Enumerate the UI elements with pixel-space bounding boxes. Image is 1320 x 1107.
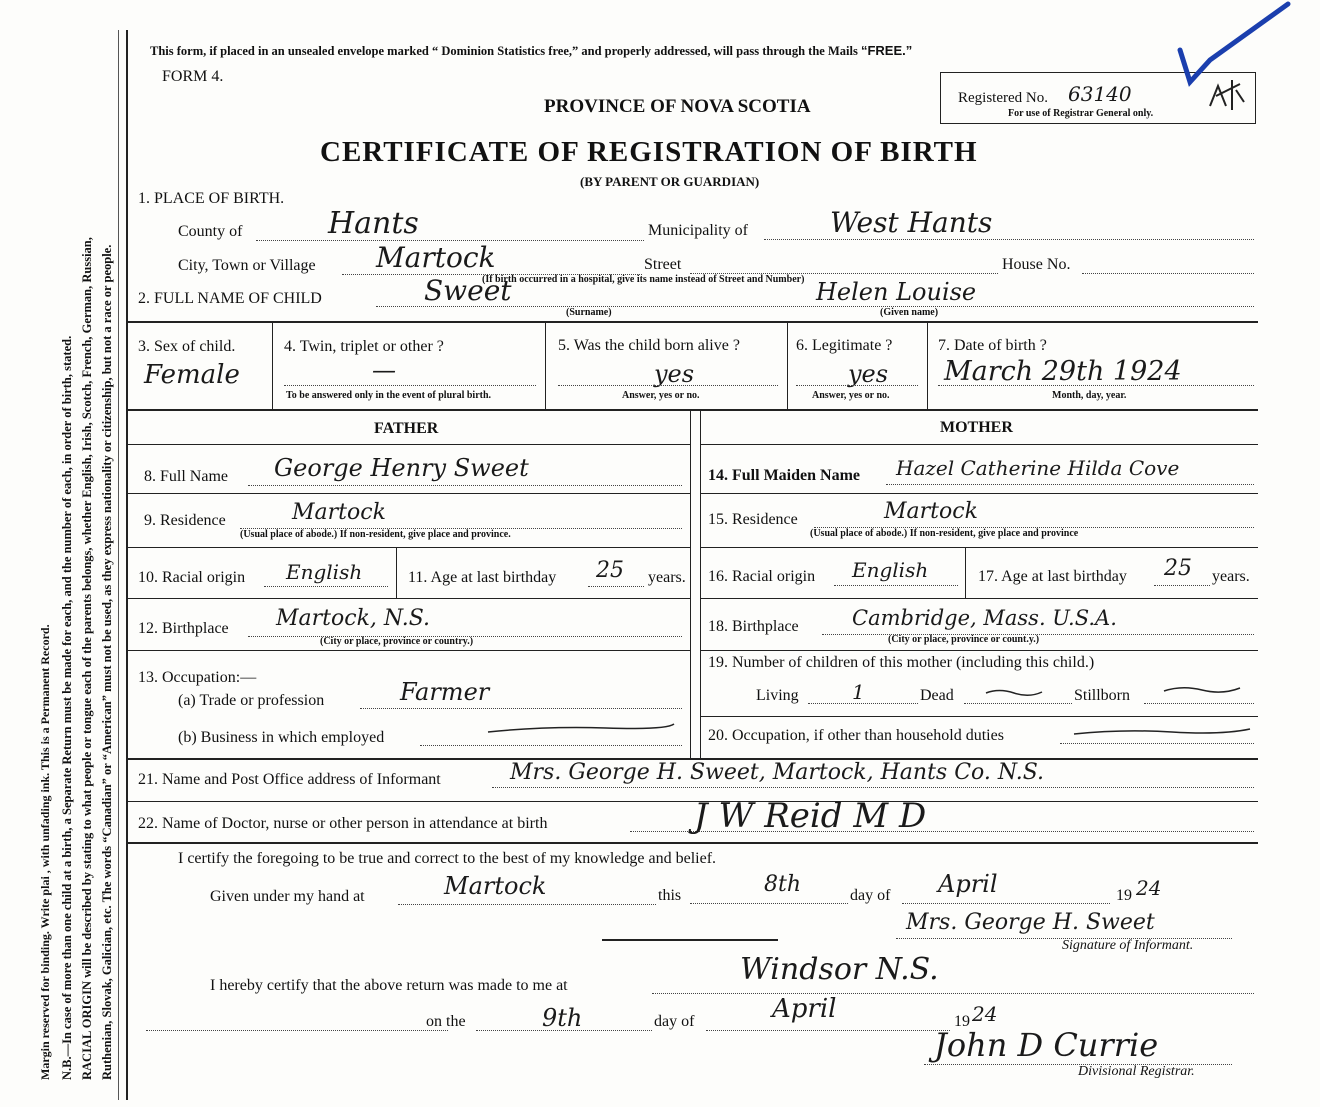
form-number: FORM 4. bbox=[162, 68, 224, 85]
registrar-on-the-label: on the bbox=[426, 1013, 466, 1030]
father-age-label: 11. Age at last birthday bbox=[408, 569, 557, 586]
margin-binding-note: Margin reserved for binding. Write plai , with unfading ink. This is a Permanent Record. bbox=[38, 624, 52, 1080]
given-day-dots bbox=[690, 903, 848, 904]
registrar-day-lead-dots bbox=[146, 1030, 448, 1031]
registrar-day: 9th bbox=[542, 1004, 583, 1032]
informant-signature-label: Signature of Informant. bbox=[1062, 938, 1194, 953]
short-separator bbox=[602, 939, 778, 941]
dead-dots bbox=[964, 703, 1072, 704]
mother-birthplace-note: (City or place, province or count.y.) bbox=[888, 634, 1040, 645]
margin-nb-note: N.B.—In case of more than one child at a birth, a Separate Return must be made for each, and the number of each, in order of birth, stated. bbox=[60, 335, 74, 1080]
registrar-year-suffix: 24 bbox=[972, 1002, 998, 1026]
mother-occupation-label: 20. Occupation, if other than household duties bbox=[708, 727, 1004, 744]
dead-dash bbox=[984, 688, 1044, 698]
business-label: (b) Business in which employed bbox=[178, 729, 385, 746]
col-div-2 bbox=[545, 321, 546, 409]
informant-value: Mrs. George H. Sweet, Martock, Hants Co. N.S. bbox=[510, 760, 1044, 785]
child-given-name: Helen Louise bbox=[816, 278, 977, 306]
mother-residence-note: (Usual place of abode.) If non-resident, give place and province bbox=[810, 528, 1079, 539]
mother-racial-dots bbox=[834, 585, 958, 586]
mother-heading: MOTHER bbox=[940, 419, 1013, 436]
stillborn-dash bbox=[1162, 685, 1242, 695]
center-divider-a bbox=[690, 410, 691, 758]
mother-age-label: 17. Age at last birthday bbox=[978, 568, 1127, 585]
trade-label: (a) Trade or profession bbox=[178, 692, 325, 709]
registrar-signature: John D Currie bbox=[934, 1026, 1159, 1064]
legitimate-dots bbox=[796, 385, 918, 386]
mother-residence-label: 15. Residence bbox=[708, 511, 798, 528]
trade-dots bbox=[360, 708, 682, 709]
rule-heading-left bbox=[128, 444, 690, 445]
hospital-note: (If birth occurred in a hospital, give its name instead of Street and Number) bbox=[482, 274, 805, 285]
mother-birthplace-value: Cambridge, Mass. U.S.A. bbox=[852, 606, 1117, 630]
alive-label: 5. Was the child born alive ? bbox=[558, 337, 740, 354]
sex-value: Female bbox=[144, 360, 240, 390]
father-name-value: George Henry Sweet bbox=[274, 454, 529, 482]
father-age-dots bbox=[588, 586, 644, 587]
center-divider-b bbox=[700, 410, 701, 758]
children-count-label: 19. Number of children of this mother (including this child.) bbox=[708, 654, 1095, 671]
father-heading: FATHER bbox=[374, 420, 439, 437]
house-label: House No. bbox=[1002, 256, 1071, 273]
rule-row8-right bbox=[701, 493, 1258, 494]
given-label: Given under my hand at bbox=[210, 888, 365, 905]
certificate-title: CERTIFICATE OF REGISTRATION OF BIRTH bbox=[320, 136, 978, 168]
father-racial-value: English bbox=[286, 560, 363, 584]
col-div-3 bbox=[787, 321, 788, 409]
father-racial-dots bbox=[264, 586, 388, 587]
rule-row19-right bbox=[701, 716, 1258, 717]
rule-row12-right bbox=[701, 650, 1258, 651]
business-dash bbox=[486, 722, 676, 736]
registrar-statement: I hereby certify that the above return was made to me at bbox=[210, 977, 568, 994]
place-of-birth-label: 1. PLACE OF BIRTH. bbox=[138, 190, 285, 207]
given-year-prefix: 19 bbox=[1116, 887, 1132, 904]
registrar-day-of-label: day of bbox=[654, 1013, 695, 1030]
registrar-note: For use of Registrar General only. bbox=[1008, 108, 1154, 119]
twin-value: — bbox=[372, 356, 396, 384]
municipality-value: West Hants bbox=[830, 206, 993, 239]
surname-caption: (Surname) bbox=[566, 307, 612, 318]
father-residence-note: (Usual place of abode.) If non-resident, give place and province. bbox=[240, 529, 511, 540]
registrar-title: Divisional Registrar. bbox=[1078, 1064, 1195, 1079]
informant-signature: Mrs. George H. Sweet bbox=[906, 910, 1155, 935]
given-month-dots bbox=[902, 903, 1110, 904]
mail-notice: This form, if placed in an unsealed envelope marked “ Dominion Statistics free,” and properly addressed, will pass through the Mails “FREE.” bbox=[150, 43, 913, 58]
rule-row9-right bbox=[701, 547, 1258, 548]
county-value: Hants bbox=[328, 206, 419, 241]
trade-value: Farmer bbox=[400, 678, 490, 706]
registrar-month-dots bbox=[706, 1030, 950, 1031]
doctor-label: 22. Name of Doctor, nurse or other person in attendance at birth bbox=[138, 815, 548, 832]
house-dots bbox=[1082, 273, 1254, 274]
county-label: County of bbox=[178, 223, 243, 240]
registrar-place: Windsor N.S. bbox=[740, 952, 939, 987]
mother-occupation-dash bbox=[1072, 726, 1252, 738]
age-divider-right bbox=[965, 548, 966, 598]
province-heading: PROVINCE OF NOVA SCOTIA bbox=[544, 96, 811, 117]
given-place: Martock bbox=[444, 872, 547, 900]
rule-below-informant bbox=[128, 801, 1258, 802]
father-racial-label: 10. Racial origin bbox=[138, 569, 246, 586]
dob-label: 7. Date of birth ? bbox=[938, 337, 1047, 354]
blue-check-mark bbox=[1176, 0, 1296, 90]
stillborn-dots bbox=[1144, 703, 1254, 704]
given-year-suffix: 24 bbox=[1136, 876, 1162, 900]
father-residence-label: 9. Residence bbox=[144, 512, 226, 529]
dob-value: March 29th 1924 bbox=[944, 356, 1182, 387]
given-this-label: this bbox=[658, 887, 682, 904]
registrar-month: April bbox=[772, 994, 837, 1024]
dead-label: Dead bbox=[920, 687, 954, 704]
father-birthplace-value: Martock, N.S. bbox=[276, 606, 430, 631]
left-border bbox=[126, 30, 128, 1100]
given-day-of-label: day of bbox=[850, 887, 891, 904]
mother-residence-value: Martock bbox=[884, 499, 978, 524]
rule-row10-left bbox=[128, 598, 690, 599]
mother-age-unit: years. bbox=[1212, 568, 1250, 585]
dob-dots bbox=[938, 385, 1254, 386]
legitimate-value: yes bbox=[848, 360, 889, 388]
dob-note: Month, day, year. bbox=[1052, 390, 1127, 401]
certificate-subtitle: (BY PARENT OR GUARDIAN) bbox=[580, 174, 760, 189]
municipality-dots bbox=[764, 239, 1254, 240]
city-value: Martock bbox=[376, 241, 496, 274]
rule-row10-right bbox=[701, 598, 1258, 599]
col-div-4 bbox=[927, 321, 928, 409]
father-residence-value: Martock bbox=[292, 500, 386, 525]
sex-label: 3. Sex of child. bbox=[138, 338, 236, 355]
mother-occupation-dots bbox=[1060, 743, 1254, 744]
twin-label: 4. Twin, triplet or other ? bbox=[284, 338, 444, 355]
father-birthplace-label: 12. Birthplace bbox=[138, 620, 229, 637]
margin-racial-note-2: Ruthenian, Slovak, Galician, etc. The words “Canadian” or “American” must not be used, as they express nationality or citizenship, but not a race or people. bbox=[100, 244, 114, 1080]
informant-label: 21. Name and Post Office address of Informant bbox=[138, 771, 441, 788]
alive-note: Answer, yes or no. bbox=[622, 390, 700, 401]
child-surname: Sweet bbox=[424, 274, 512, 307]
legitimate-label: 6. Legitimate ? bbox=[796, 337, 893, 354]
mother-birthplace-label: 18. Birthplace bbox=[708, 618, 799, 635]
rule-row8-left bbox=[128, 493, 690, 494]
registered-number: 63140 bbox=[1068, 82, 1132, 106]
mother-racial-label: 16. Racial origin bbox=[708, 568, 816, 585]
father-age-value: 25 bbox=[596, 558, 624, 583]
twin-dots bbox=[284, 385, 536, 386]
living-value: 1 bbox=[852, 680, 865, 704]
certification-statement: I certify the foregoing to be true and correct to the best of my knowledge and belief. bbox=[178, 850, 717, 867]
registrar-year-prefix: 19 bbox=[954, 1013, 970, 1030]
twin-note: To be answered only in the event of plural birth. bbox=[286, 390, 492, 401]
alive-value: yes bbox=[654, 360, 695, 388]
margin-racial-note-1: RACIAL ORIGIN will be described by stating to what people or tongue each of the parents belongs, whether English, Irish, Scotch, French, German, Russian, bbox=[80, 237, 94, 1080]
age-divider-left bbox=[396, 548, 397, 598]
given-place-dots bbox=[398, 904, 656, 905]
mother-name-value: Hazel Catherine Hilda Cove bbox=[896, 456, 1180, 480]
father-name-label: 8. Full Name bbox=[144, 468, 228, 485]
street-label: Street bbox=[644, 256, 682, 273]
mother-age-value: 25 bbox=[1164, 556, 1192, 581]
father-name-dots bbox=[248, 485, 682, 486]
child-name-label: 2. FULL NAME OF CHILD bbox=[138, 290, 322, 307]
legitimate-note: Answer, yes or no. bbox=[812, 390, 890, 401]
city-label: City, Town or Village bbox=[178, 257, 316, 274]
registrar-place-dots bbox=[652, 993, 1254, 994]
stillborn-label: Stillborn bbox=[1074, 687, 1131, 704]
mother-age-dots bbox=[1154, 585, 1210, 586]
mother-racial-value: English bbox=[852, 558, 929, 582]
municipality-label: Municipality of bbox=[648, 222, 748, 239]
given-month: April bbox=[938, 870, 998, 898]
occupation-label: 13. Occupation:— bbox=[138, 669, 257, 686]
col-div-1 bbox=[272, 321, 273, 409]
rule-heading-right bbox=[701, 444, 1258, 445]
business-dots bbox=[420, 745, 682, 746]
alive-dots bbox=[558, 385, 778, 386]
informant-dots bbox=[492, 787, 1254, 788]
father-birthplace-note: (City or place, province or country.) bbox=[320, 636, 474, 647]
father-age-unit: years. bbox=[648, 569, 686, 586]
rule-below-name bbox=[128, 321, 1258, 323]
rule-row9-left bbox=[128, 547, 690, 548]
mother-name-label: 14. Full Maiden Name bbox=[708, 467, 860, 484]
given-caption: (Given name) bbox=[880, 307, 939, 318]
living-label: Living bbox=[756, 687, 799, 704]
rule-row12-left bbox=[128, 650, 690, 651]
binding-line bbox=[118, 30, 119, 1100]
given-day: 8th bbox=[764, 872, 802, 897]
rule-below-details bbox=[128, 409, 1258, 411]
registered-label: Registered No. bbox=[958, 90, 1048, 106]
rule-below-doctor bbox=[128, 842, 1258, 844]
doctor-value: J W Reid M D bbox=[694, 796, 927, 836]
mother-name-dots bbox=[886, 484, 1254, 485]
